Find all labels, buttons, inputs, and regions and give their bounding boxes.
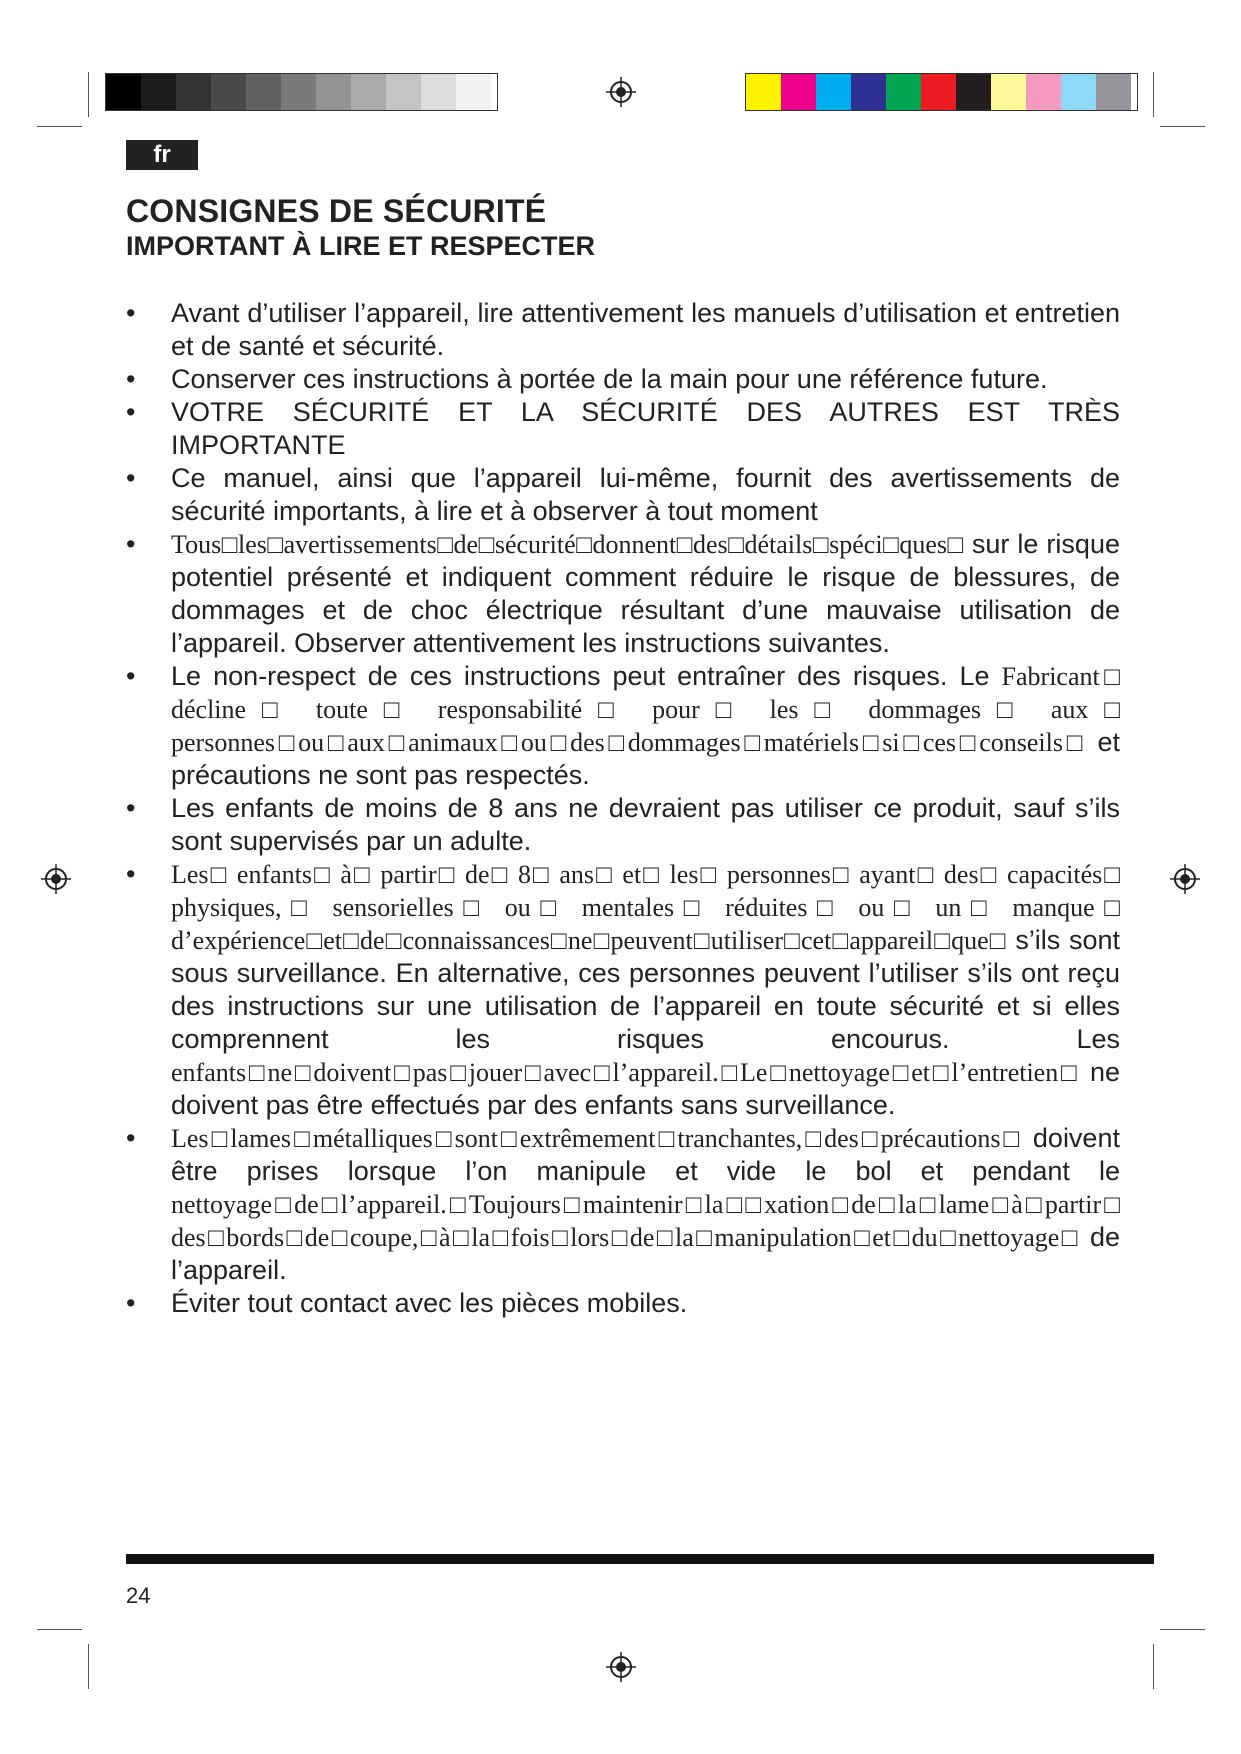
bullet-icon: • [126, 298, 136, 328]
gray-swatch [386, 74, 421, 110]
bullet-text: ne doivent pas être effectués par des enfants sans surveillance. [171, 1057, 1120, 1120]
list-item [126, 462, 1120, 528]
gray-swatch [246, 74, 281, 110]
gray-swatch [106, 74, 141, 110]
color-swatch [746, 74, 781, 110]
color-swatch [1061, 74, 1096, 110]
bullet-text-serif: des□bords□de□coupe,□à□la□fois□lors□de□la□manipulation□et□du□nettoyage□ [171, 1223, 1080, 1252]
list-item [126, 528, 1120, 660]
bullet-icon: • [126, 364, 136, 394]
gray-swatch [141, 74, 176, 110]
bullet-icon: • [126, 529, 136, 559]
crop-mark [88, 72, 89, 117]
gray-swatch [211, 74, 246, 110]
bullet-icon: • [126, 397, 136, 427]
bullet-text-serif: Fabricant□ décline□ toute□ responsabilité□ pour□ les□ dommages□ aux□ [171, 662, 1120, 724]
registration-mark-icon [606, 77, 636, 107]
language-tag: fr [126, 140, 198, 170]
bullet-icon: • [126, 859, 136, 889]
bullet-text: Les enfants de moins de 8 ans ne devraient pas utiliser ce produit, sauf s’ils sont supervisés par un adulte. [171, 793, 1120, 856]
bullet-icon: • [126, 661, 136, 691]
bullet-text: s’ils sont sous surveillance. En alternative, ces personnes peuvent l’utiliser s’ils ont reçu des instructions sur une utilisation de l’appareil en toute sécurité et si elles comprennent les risques encourus. Les [171, 925, 1121, 1054]
crop-mark [37, 126, 82, 127]
bullet-text: Éviter tout contact avec les pièces mobiles. [171, 1288, 688, 1318]
bullet-text-serif: Les□ enfants□ à□ partir□ de□ 8□ ans□ et□ les□ personnes□ ayant□ des□ capacités□ [171, 860, 1120, 889]
registration-mark-icon [1170, 864, 1200, 894]
list-item [126, 660, 1120, 792]
bullet-text-serif: physiques,□ sensorielles□ ou□ mentales□ réduites□ ou□ un□ manque□ [171, 893, 1120, 922]
bullet-text-serif: d’expérience□et□de□connaissances□ne□peuvent□utiliser□cet□appareil□que□ [171, 926, 1007, 955]
color-swatch [1026, 74, 1061, 110]
bullet-text: sur le risque potentiel présenté et indiquent comment réduire le risque de blessures, de dommages et de choc électrique résultant d’une mauvaise utilisation de l’appareil. Observer attentivement les instructions suivantes. [171, 529, 1120, 658]
list-item [126, 297, 1120, 363]
color-swatch [851, 74, 886, 110]
color-bar [745, 73, 1138, 111]
page-title: CONSIGNES DE SÉCURITÉ [126, 193, 547, 229]
gray-swatch [421, 74, 456, 110]
gray-swatch [456, 74, 491, 110]
bullet-text-serif: nettoyage□de□l’appareil.□Toujours□maintenir□la□□xation□de□la□lame□à□partir□ [171, 1190, 1120, 1219]
color-swatch [956, 74, 991, 110]
bullet-text: Conserver ces instructions à portée de la main pour une référence future. [171, 364, 1048, 394]
gray-swatch [316, 74, 351, 110]
bullet-text: et précautions ne sont pas respectés. [171, 727, 1120, 790]
crop-mark [37, 1629, 82, 1630]
list-item [126, 1287, 1120, 1320]
color-swatch [1096, 74, 1131, 110]
list-item [126, 792, 1120, 858]
bullet-icon: • [126, 1288, 136, 1318]
crop-mark [88, 1644, 89, 1689]
list-item [126, 858, 1120, 1122]
registration-mark-icon [41, 864, 71, 894]
bullet-text: Ce manuel, ainsi que l’appareil lui-même, fournit des avertissements de sécurité importants, à lire et à observer à tout moment [171, 463, 1120, 526]
bullet-text: Le non-respect de ces instructions peut entraîner des risques. Le [171, 661, 990, 691]
page-number: 24 [126, 1583, 151, 1608]
bullet-text: VOTRE SÉCURITÉ ET LA SÉCURITÉ DES AUTRES EST TRÈS IMPORTANTE [171, 397, 1120, 460]
bullet-text-serif: enfants□ne□doivent□pas□jouer□avec□l’appareil.□Le□nettoyage□et□l’entretien□ [171, 1058, 1080, 1087]
bullet-icon: • [126, 1123, 136, 1153]
grayscale-bar [105, 73, 498, 111]
gray-swatch [351, 74, 386, 110]
bullet-text-serif: personnes□ou□aux□animaux□ou□des□dommages□matériels□si□ces□conseils□ [171, 728, 1087, 757]
bullet-icon: • [126, 793, 136, 823]
gray-swatch [281, 74, 316, 110]
color-swatch [781, 74, 816, 110]
color-swatch [921, 74, 956, 110]
bullet-text: Avant d’utiliser l’appareil, lire attentivement les manuels d’utilisation et entretien et de santé et sécurité. [171, 298, 1120, 361]
registration-mark-icon [606, 1652, 636, 1682]
color-swatch [816, 74, 851, 110]
list-item [126, 1122, 1120, 1287]
page-subtitle: IMPORTANT À LIRE ET RESPECTER [126, 231, 596, 261]
footer-rule [126, 1554, 1154, 1564]
bullet-text-serif: Tous□les□avertissements□de□sécurité□donnent□des□détails□spéci□ques□ [171, 530, 964, 559]
crop-mark [1160, 126, 1205, 127]
gray-swatch [176, 74, 211, 110]
safety-instructions [126, 297, 1120, 1320]
color-swatch [886, 74, 921, 110]
list-item [126, 363, 1120, 396]
bullet-text: de l’appareil. [171, 1222, 1120, 1285]
list-item [126, 396, 1120, 462]
crop-mark [1160, 1629, 1205, 1630]
bullet-text: doivent être prises lorsque l’on manipule et vide le bol et pendant le [171, 1123, 1120, 1186]
crop-mark [1153, 72, 1154, 117]
bullet-text-serif: Les□lames□métalliques□sont□extrêmement□tranchantes,□des□précautions□ [171, 1124, 1023, 1153]
bullet-icon: • [126, 463, 136, 493]
color-swatch [991, 74, 1026, 110]
crop-mark [1153, 1644, 1154, 1689]
